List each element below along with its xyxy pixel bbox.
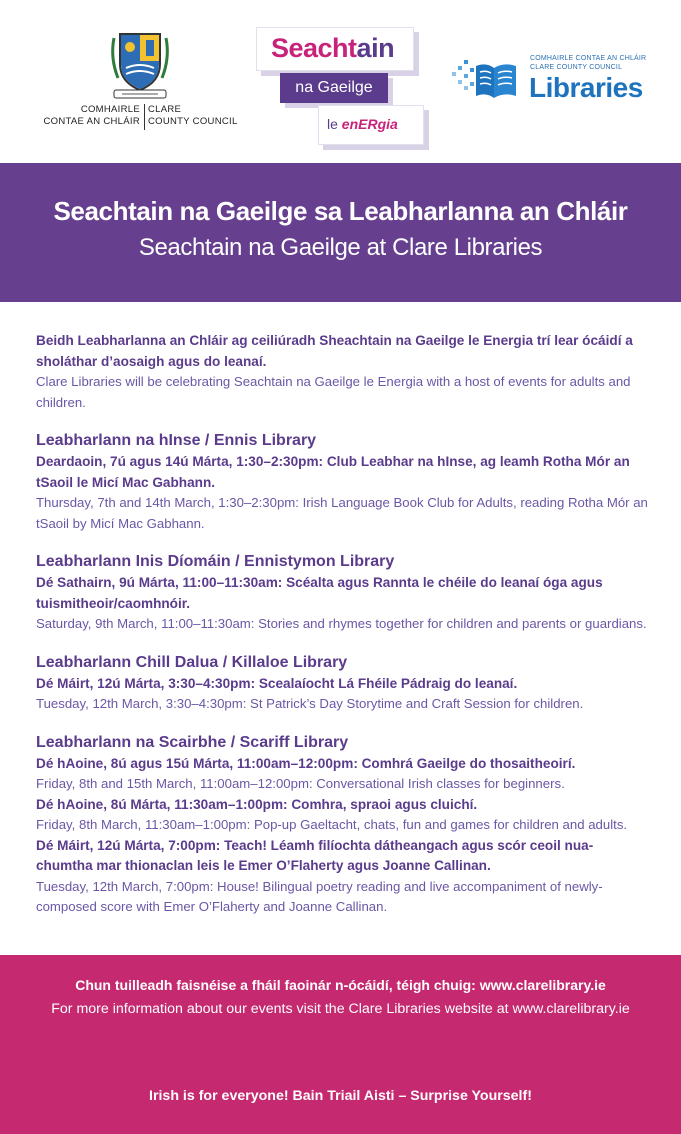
clare-libraries-logo (450, 50, 655, 110)
intro-english: Clare Libraries will be celebrating Seachtain na Gaeilge le Energia with a host of events for adults and children. (36, 374, 631, 410)
event-english: Friday, 8th March, 11:30am–1:00pm: Pop-up Gaeltacht, chats, fun and games for children and adults. (36, 817, 628, 832)
footer-info-irish: Chun tuilleadh faisnéise a fháil faoinár n-ócáidí, téigh chuig: www.clarelibrary.ie (75, 977, 606, 993)
intro-paragraph (36, 331, 648, 413)
info-footer (0, 955, 681, 1134)
seachtain-na-gaeilge-logo: Seachtain na Gaeilge le enERgia (248, 27, 428, 149)
event-irish: Dé Máirt, 12ú Márta, 3:30–4:30pm: Scealaíocht Lá Fhéile Pádraig do leanaí. (36, 675, 518, 691)
logos-header (0, 0, 681, 163)
event-irish: Deardaoin, 7ú agus 14ú Márta, 1:30–2:30pm: Club Leabhar na hInse, ag leamh Rotha Mór an tSaoil le Micí Mac Gabhann. (36, 454, 630, 490)
section-ennistymon-library (36, 552, 648, 635)
event-english: Tuesday, 12th March, 3:30–4:30pm: St Patrick’s Day Storytime and Craft Session for children. (36, 696, 584, 711)
page-title-english: Seachtain na Gaeilge at Clare Libraries (138, 234, 543, 261)
event-english: Friday, 8th and 15th March, 11:00am–12:00pm: Conversational Irish classes for beginners. (36, 776, 565, 791)
library-heading: Leabharlann na Scairbhe / Scariff Library (36, 733, 349, 751)
libraries-book-icon (450, 54, 520, 104)
event-irish: Dé hAoine, 8ú Márta, 11:30am–1:00pm: Comhra, spraoi agus cluichí. (36, 796, 478, 812)
event-english: Thursday, 7th and 14th March, 1:30–2:30pm: Irish Language Book Club for Adults, reading Rotha Mór an tSaoil by Micí Mac Gabhann. (36, 495, 648, 531)
intro-irish: Beidh Leabharlanna an Chláir ag ceiliúradh Sheachtain na Gaeilge le Energia trí lear ócáidí a sholáthar d’aosaigh agus do leanaí. (36, 333, 633, 369)
footer-info-english: For more information about our events visit the Clare Libraries website at www.clarelibrary.ie (51, 1001, 630, 1017)
council-divider (144, 104, 145, 130)
events-content (36, 331, 648, 918)
event-english: Tuesday, 12th March, 7:00pm: House! Bilingual poetry reading and live accompaniment of newly-composed score with Emer O’Flaherty and Joanne Callinan. (36, 878, 603, 914)
libraries-wordmark: Libraries (529, 72, 643, 103)
library-heading: Leabharlann Inis Díomáin / Ennistymon Library (36, 553, 395, 570)
council-name-irish: COMHAIRLE CONTAE AN CHLÁIR (43, 104, 140, 127)
library-heading: Leabharlann na hInse / Ennis Library (36, 432, 317, 449)
event-irish: Dé hAoine, 8ú agus 15ú Márta, 11:00am–12:00pm: Comhrá Gaeilge do thosaitheoirí. (36, 755, 576, 771)
section-scariff-library (36, 733, 648, 918)
section-killaloe-library (36, 653, 648, 715)
event-irish: Dé Máirt, 12ú Márta, 7:00pm: Teach! Léamh filíochta dátheangach agus scór ceoil nua-chumtha mar thionaclan leis le Emer O’Flaherty agus Joanne Callinan. (36, 837, 594, 873)
page-title-irish: Seachtain na Gaeilge sa Leabharlanna an Chláir (53, 196, 628, 226)
title-banner (0, 163, 681, 302)
clare-crest-icon (108, 28, 172, 100)
libraries-council-name: COMHAIRLE CONTAE AN CHLÁIR CLARE COUNTY COUNCIL (530, 55, 647, 71)
library-heading: Leabharlann Chill Dalua / Killaloe Library (36, 653, 348, 671)
event-irish: Dé Sathairn, 9ú Márta, 11:00–11:30am: Scéalta agus Rannta le chéile do leanaí óga agus tuismitheoir/caomhnóir. (36, 575, 603, 611)
section-ennis-library (36, 431, 648, 534)
event-english: Saturday, 9th March, 11:00–11:30am: Stories and rhymes together for children and parents or guardians. (36, 616, 647, 631)
council-name-english: CLARE COUNTY COUNCIL (148, 104, 238, 127)
footer-tagline: Irish is for everyone! Bain Triail Aisti – Surprise Yourself! (149, 1088, 532, 1104)
